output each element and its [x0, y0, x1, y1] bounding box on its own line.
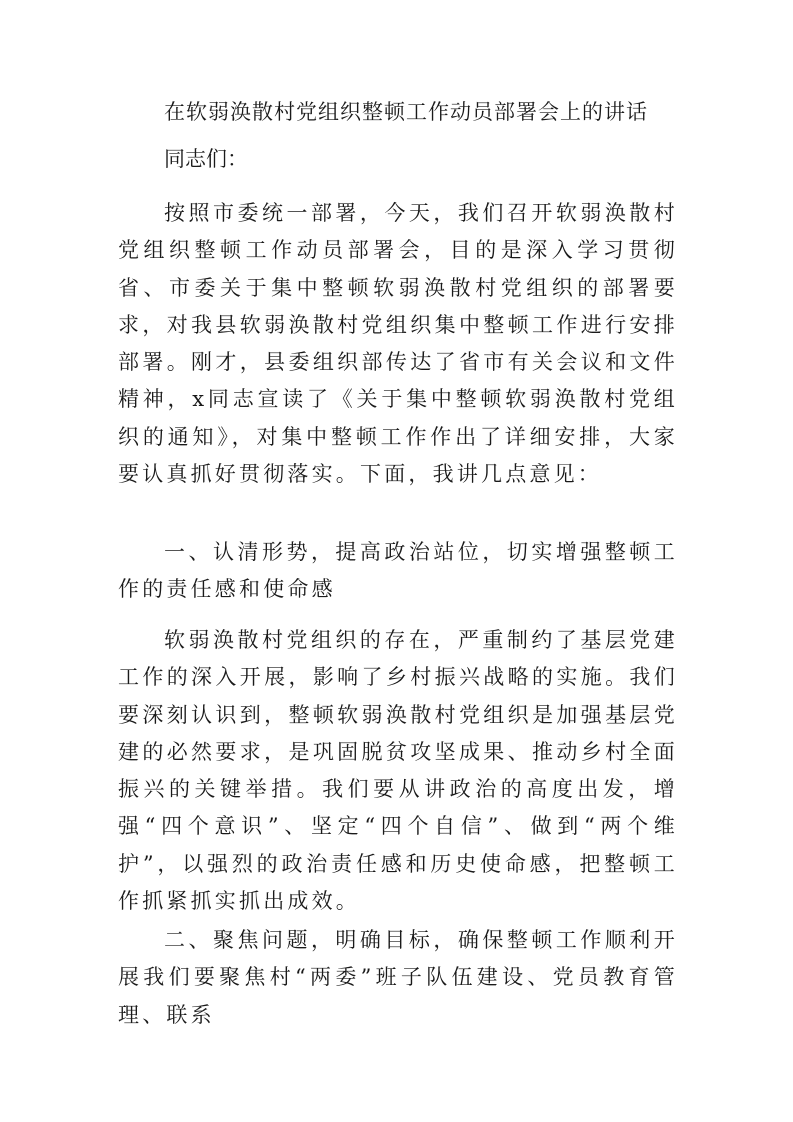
greeting: 同志们：	[164, 147, 248, 171]
section-heading-1: 一、认清形势，提高政治站位，切实增强整顿工作的责任感和使命感	[118, 540, 678, 602]
document-title: 在软弱涣散村党组织整顿工作动员部署会上的讲话	[164, 100, 648, 124]
section-heading-2: 二、聚焦问题，明确目标，确保整顿工作顺利开展我们要聚焦村“两委”班子队伍建设、党员教育管理、联系	[118, 928, 678, 1027]
paragraph-intro: 按照市委统一部署，今天，我们召开软弱涣散村党组织整顿工作动员部署会，目的是深入学习贯彻省、市委关于集中整顿软弱涣散村党组织的部署要求，对我县软弱涣散村党组织集中整顿工作进行安排部署。刚才，县委组织部传达了省市有关会议和文件精神，x同志宣读了《关于集中整顿软弱涣散村党组织的通知》，对集中整顿工作作出了详细安排，大家要认真抓好贯彻落实。下面，我讲几点意见：	[118, 201, 678, 487]
paragraph-section-1: 软弱涣散村党组织的存在，严重制约了基层党建工作的深入开展，影响了乡村振兴战略的实施。我们要深刻认识到，整顿软弱涣散村党组织是加强基层党建的必然要求，是巩固脱贫攻坚成果、推动乡村全面振兴的关键举措。我们要从讲政治的高度出发，增强“四个意识”、坚定“四个自信”、做到“两个维护”，以强烈的政治责任感和历史使命感，把整顿工作抓紧抓实抓出成效。	[118, 628, 678, 914]
